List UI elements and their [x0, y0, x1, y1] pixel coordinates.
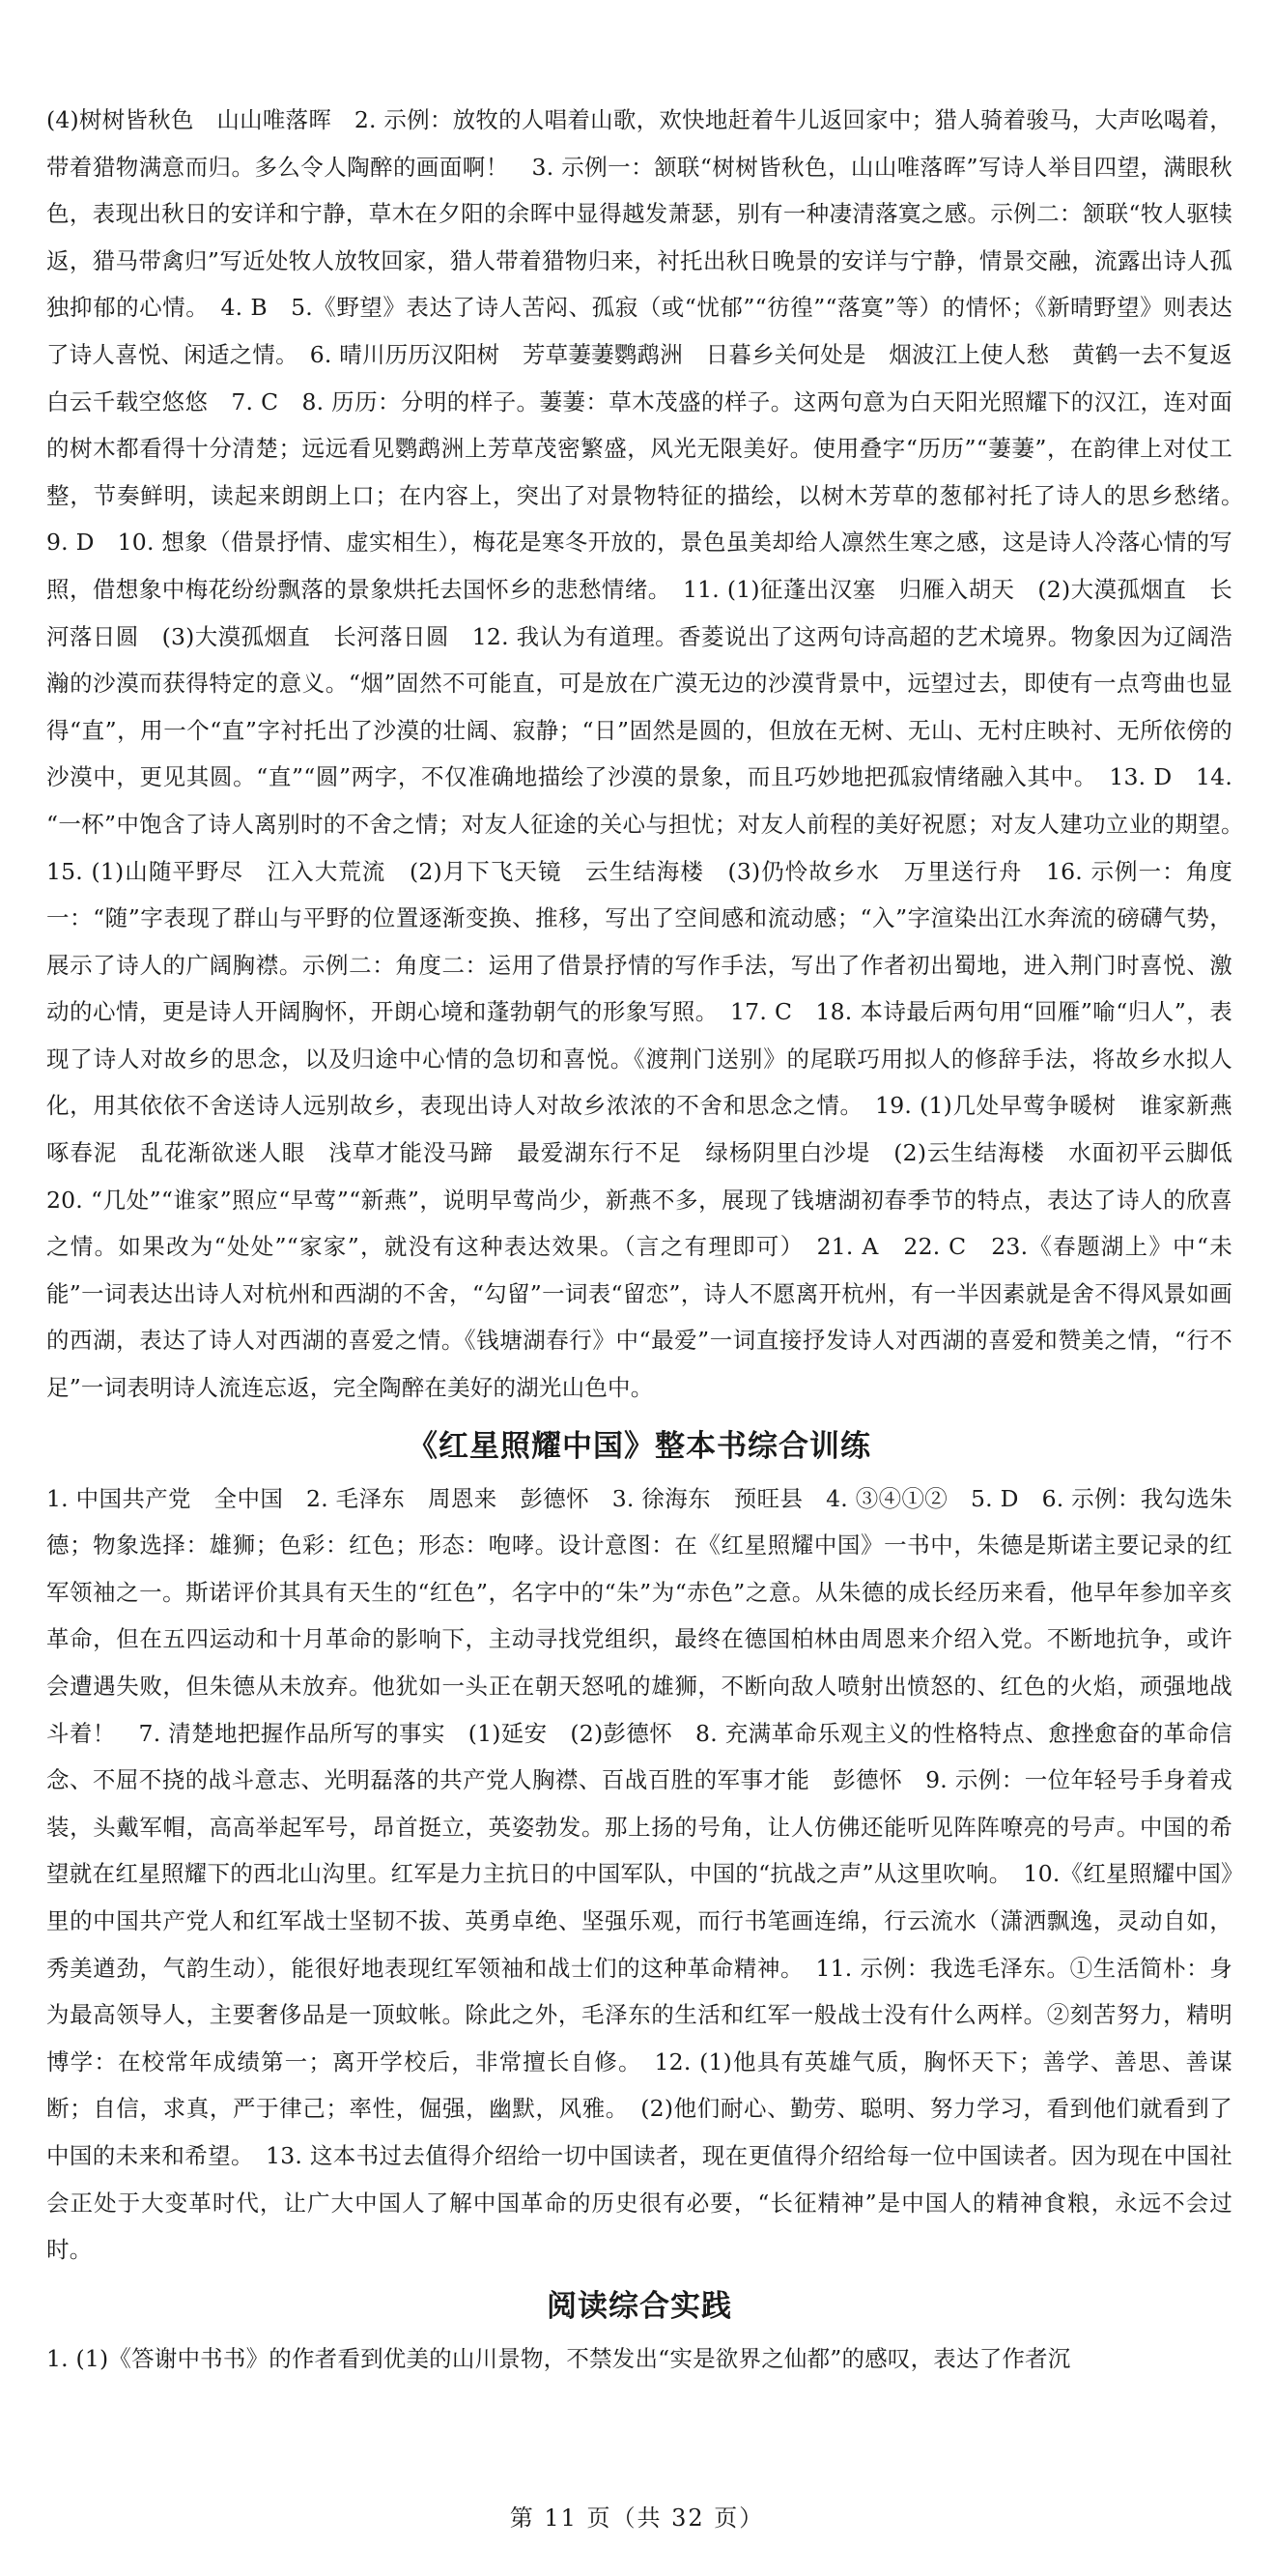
- red-star-answers-text: 1. 中国共产党 全中国 2. 毛泽东 周恩来 彭德怀 3. 徐海东 预旺县 4. ③④①② 5. D 6. 示例：我勾选朱德；物象选择：雄狮；色彩：红色；形态：咆哮。设计意图：在《红星照耀中国》一书中，朱德是斯诺主要记录的红军领袖之一。斯诺评价其具有天生的“红色”，名字中的“朱”为“赤色”之意。从朱德的成长经历来看，他早年参加辛亥革命，但在五四运动和十月革命的影响下，主动寻找党组织，最终在德国柏林由周恩来介绍入党。不断地抗争，或许会遭遇失败，但朱德从未放弃。他犹如一头正在朝天怒吼的雄狮，不断向敌人喷射出愤怒的、红色的火焰，顽强地战斗着！ 7. 清楚地把握作品所写的事实 (1)延安 (2)彭德怀 8. 充满革命乐观主义的性格特点、愈挫愈奋的革命信念、不屈不挠的战斗意志、光明磊落的共产党人胸襟、百战百胜的军事才能 彭德怀 9. 示例：一位年轻号手身着戎装，头戴军帽，高高举起军号，昂首挺立，英姿勃发。那上扬的号角，让人仿佛还能听见阵阵嘹亮的号声。中国的希望就在红星照耀下的西北山沟里。红军是力主抗日的中国军队，中国的“抗战之声”从这里吹响。 10.《红星照耀中国》里的中国共产党人和红军战士坚韧不拔、英勇卓绝、坚强乐观，而行书笔画连绵，行云流水（潇洒飘逸，灵动自如，秀美遒劲，气韵生动），能很好地表现红军领袖和战士们的这种革命精神。 11. 示例：我选毛泽东。①生活简朴：身为最高领导人，主要奢侈品是一顶蚊帐。除此之外，毛泽东的生活和红军一般战士没有什么两样。②刻苦努力，精明博学：在校常年成绩第一；离开学校后，非常擅长自修。 12. (1)他具有英雄气质，胸怀天下；善学、善思、善谋断；自信，求真，严于律己；率性，倔强，幽默，风雅。 (2)他们耐心、勤劳、聪明、努力学习，看到他们就看到了中国的未来和希望。 13. 这本书过去值得介绍给一切中国读者，现在更值得介绍给每一位中国读者。因为现在中国社会正处于大变革时代，让广大中国人了解中国革命的历史很有必要，“长征精神”是中国人的精神食粮，永远不会过时。: [46, 1484, 1232, 2264]
- reading-practice-section-heading: 阅读综合实践: [547, 2288, 732, 2324]
- answer-page: [46, 97, 1256, 2382]
- reading-practice-answers-text: 1. (1)《答谢中书书》的作者看到优美的山川景物，不禁发出“实是欲界之仙都”的感叹，表达了作者沉: [46, 2344, 1071, 2372]
- page-number-footer: 第 11 页（共 32 页）: [509, 2504, 765, 2532]
- red-star-section-heading: 《红星照耀中国》整本书综合训练: [408, 1428, 871, 1464]
- poetry-answers-text: (4)树树皆秋色 山山唯落晖 2. 示例：放牧的人唱着山歌，欢快地赶着牛儿返回家中；猎人骑着骏马，大声吆喝着，带着猎物满意而归。多么令人陶醉的画面啊！ 3. 示例一：颔联“树树皆秋色，山山唯落晖”写诗人举目四望，满眼秋色，表现出秋日的安详和宁静，草木在夕阳的余晖中显得越发萧瑟，别有一种凄清落寞之感。示例二：颔联“牧人驱犊返，猎马带禽归”写近处牧人放牧回家，猎人带着猎物归来，衬托出秋日晚景的安详与宁静，情景交融，流露出诗人孤独抑郁的心情。 4. B 5.《野望》表达了诗人苦闷、孤寂（或“忧郁”“彷徨”“落寞”等）的情怀；《新晴野望》则表达了诗人喜悦、闲适之情。 6. 晴川历历汉阳树 芳草萋萋鹦鹉洲 日暮乡关何处是 烟波江上使人愁 黄鹤一去不复返 白云千载空悠悠 7. C 8. 历历：分明的样子。萋萋：草木茂盛的样子。这两句意为白天阳光照耀下的汉江，连对面的树木都看得十分清楚；远远看见鹦鹉洲上芳草茂密繁盛，风光无限美好。使用叠字“历历”“萋萋”，在韵律上对仗工整，节奏鲜明，读起来朗朗上口；在内容上，突出了对景物特征的描绘，以树木芳草的葱郁衬托了诗人的思乡愁绪。 9. D 10. 想象（借景抒情、虚实相生），梅花是寒冬开放的，景色虽美却给人凛然生寒之感，这是诗人冷落心情的写照，借想象中梅花纷纷飘落的景象烘托去国怀乡的悲愁情绪。 11. (1)征蓬出汉塞 归雁入胡天 (2)大漠孤烟直 长河落日圆 (3)大漠孤烟直 长河落日圆 12. 我认为有道理。香菱说出了这两句诗高超的艺术境界。物象因为辽阔浩瀚的沙漠而获得特定的意义。“烟”固然不可能直，可是放在广漠无边的沙漠背景中，远望过去，即使有一点弯曲也显得“直”，用一个“直”字衬托出了沙漠的壮阔、寂静；“日”固然是圆的，但放在无树、无山、无村庄映衬、无所依傍的沙漠中，更见其圆。“直”“圆”两字，不仅准确地描绘了沙漠的景象，而且巧妙地把孤寂情绪融入其中。 13. D 14. “一杯”中饱含了诗人离别时的不舍之情；对友人征途的关心与担忧；对友人前程的美好祝愿；对友人建功立业的期望。 15. (1)山随平野尽 江入大荒流 (2)月下飞天镜 云生结海楼 (3)仍怜故乡水 万里送行舟 16. 示例一：角度一：“随”字表现了群山与平野的位置逐渐变换、推移，写出了空间感和流动感；“入”字渲染出江水奔流的磅礴气势，展示了诗人的广阔胸襟。示例二：角度二：运用了借景抒情的写作手法，写出了作者初出蜀地，进入荆门时喜悦、激动的心情，更是诗人开阔胸怀，开朗心境和蓬勃朝气的形象写照。 17. C 18. 本诗最后两句用“回雁”喻“归人”，表现了诗人对故乡的思念，以及归途中心情的急切和喜悦。《渡荆门送别》的尾联巧用拟人的修辞手法，将故乡水拟人化，用其依依不舍送诗人远别故乡，表现出诗人对故乡浓浓的不舍和思念之情。 19. (1)几处早莺争暖树 谁家新燕啄春泥 乱花渐欲迷人眼 浅草才能没马蹄 最爱湖东行不足 绿杨阴里白沙堤 (2)云生结海楼 水面初平云脚低 20. “几处”“谁家”照应“早莺”“新燕”，说明早莺尚少，新燕不多，展现了钱塘湖初春季节的特点，表达了诗人的欣喜之情。如果改为“处处”“家家”，就没有这种表达效果。（言之有理即可） 21. A 22. C 23.《春题湖上》中“未能”一词表达出诗人对杭州和西湖的不舍，“勾留”一词表“留恋”，诗人不愿离开杭州，有一半因素就是舍不得风景如画的西湖，表达了诗人对西湖的喜爱之情。《钱塘湖春行》中“最爱”一词直接抒发诗人对西湖的喜爱和赞美之情，“行不足”一词表明诗人流连忘返，完全陶醉在美好的湖光山色中。: [46, 106, 1256, 1402]
